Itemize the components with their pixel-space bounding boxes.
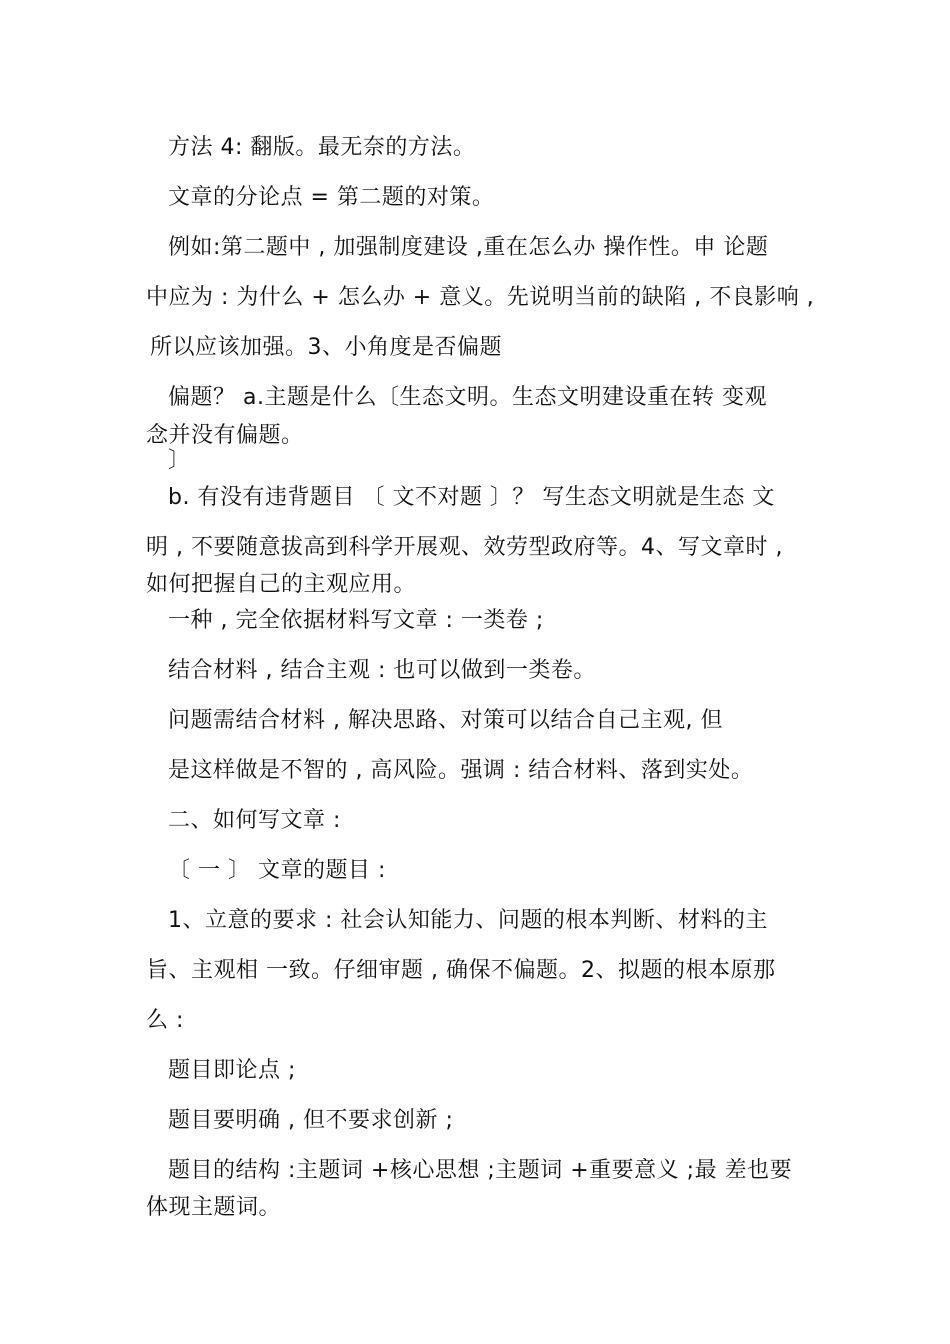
text-line: 1、立意的要求 : 社会认知能力、问题的根本判断、材料的主 <box>168 908 768 933</box>
text-line: 如何把握自己的主观应用。 <box>146 572 417 597</box>
text-line: 题目的结构 :主题词 +核心思想 ;主题词 +重要意义 ;最 差也要 <box>168 1158 793 1183</box>
subsection-heading: 〔 一 〕 文章的题目 : <box>168 858 386 883</box>
text-line: 明 , 不要随意拔高到科学开展观、效劳型政府等。4、写文章时 , <box>146 535 783 560</box>
text-line: 中应为 : 为什么 + 怎么办 + 意义。先说明当前的缺陷 , 不良影响 , <box>146 285 815 310</box>
text-line: 问题需结合材料 , 解决思路、对策可以结合自己主观, 但 <box>168 708 723 733</box>
text-line: 结合材料 , 结合主观 : 也可以做到一类卷。 <box>168 658 596 683</box>
text-line: 体现主题词。 <box>146 1195 282 1220</box>
text-line: 旨、主观相 一致。仔细审题 , 确保不偏题。2、拟题的根本原那 <box>146 958 776 983</box>
text-line: 题目即论点 ; <box>168 1058 296 1083</box>
text-line: 文章的分论点 = 第二题的对策。 <box>168 185 495 210</box>
text-line: 方法 4: 翻版。最无奈的方法。 <box>168 135 476 160</box>
text-line: 是这样做是不智的 , 高风险。强调 : 结合材料、落到实处。 <box>168 758 754 783</box>
text-line: 题目要明确 , 但不要求创新 ; <box>168 1108 454 1133</box>
text-line: 么 : <box>146 1008 184 1033</box>
text-line: b. 有没有违背题目 〔 文不对题 〕？ 写生态文明就是生态 文 <box>168 485 775 510</box>
text-line: 例如:第二题中 , 加强制度建设 ,重在怎么办 操作性。申 论题 <box>168 235 769 260</box>
text-line: 念并没有偏题。 <box>146 423 304 448</box>
section-heading: 二、如何写文章 : <box>168 808 341 833</box>
text-line: 一种 , 完全依据材料写文章 : 一类卷 ; <box>168 608 544 633</box>
text-line: 所以应该加强。3、小角度是否偏题 <box>150 335 502 360</box>
text-line: 〕 <box>168 448 191 473</box>
text-line: 偏题？ a.主题是什么〔生态文明。生态文明建设重在转 变观 <box>168 385 767 410</box>
